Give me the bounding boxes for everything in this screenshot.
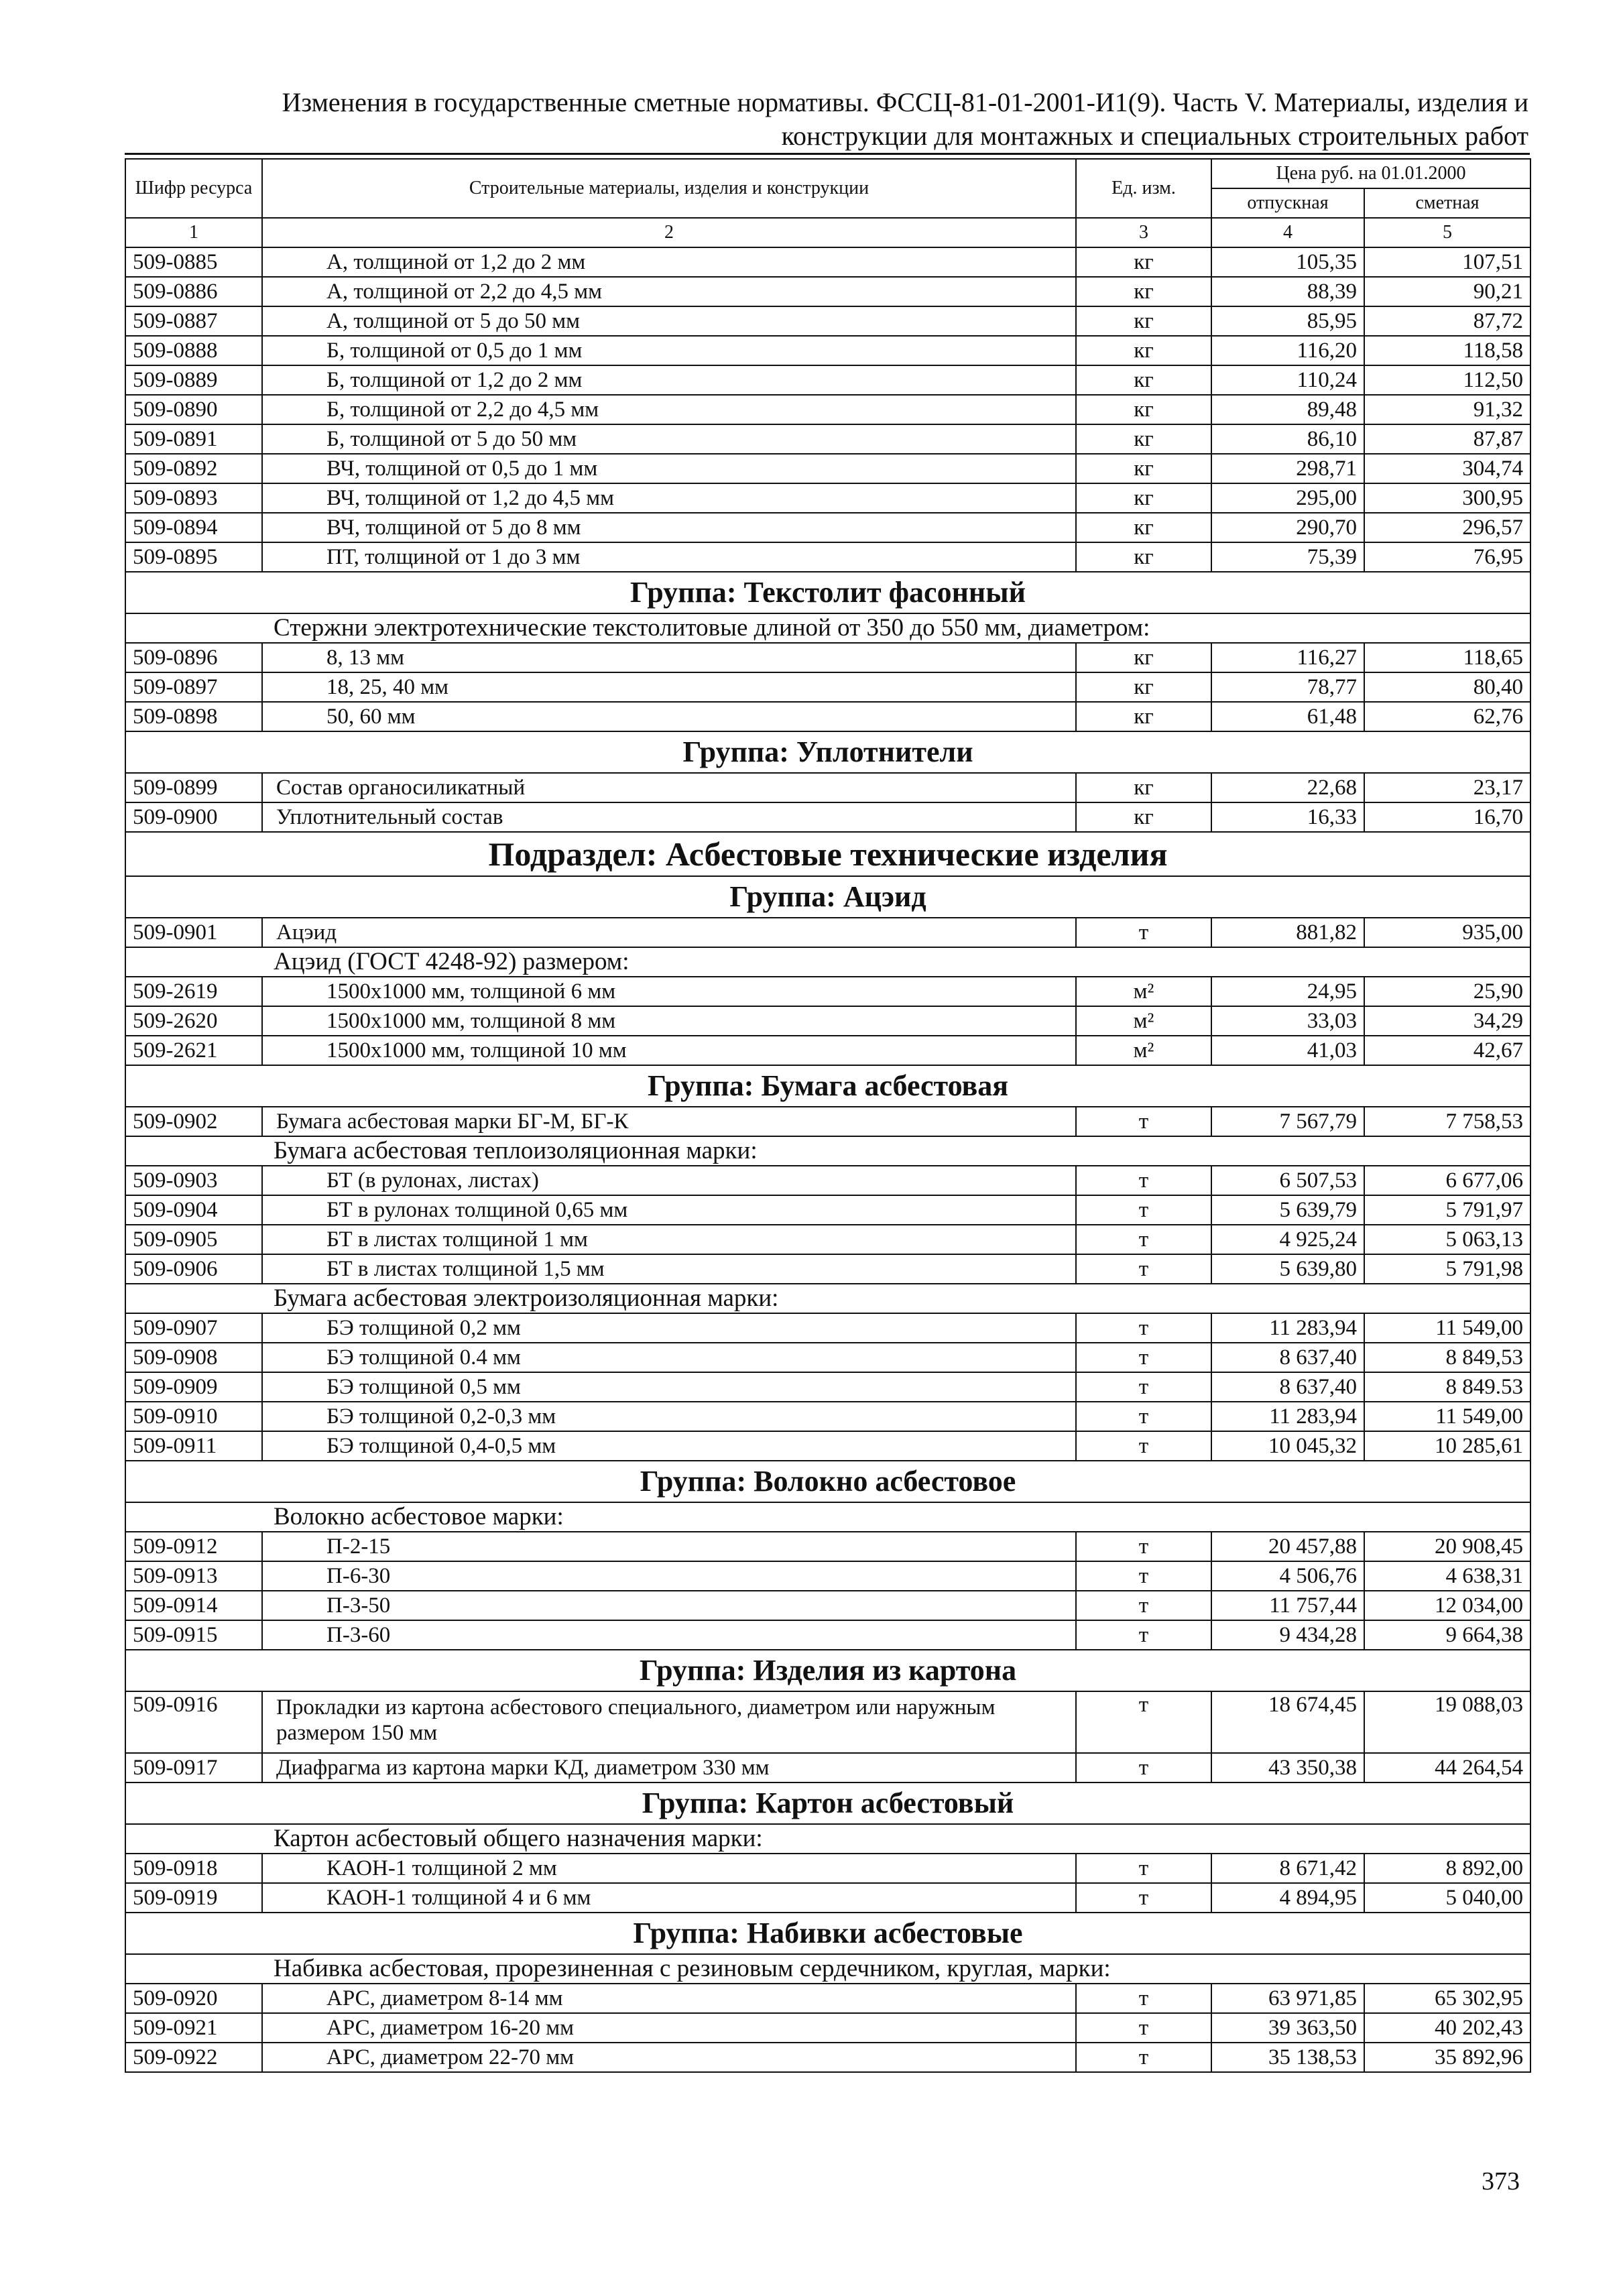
unit-of-measure: кг: [1076, 306, 1211, 336]
estimate-price: 300,95: [1364, 483, 1530, 513]
subsection-heading: Подраздел: Асбестовые технические изделия: [125, 832, 1530, 876]
unit-of-measure: кг: [1076, 802, 1211, 832]
resource-code: 509-0910: [125, 1402, 262, 1431]
estimate-price: 25,90: [1364, 977, 1530, 1006]
material-name: АРС, диаметром 16-20 мм: [262, 2013, 1076, 2043]
material-name: Ацэид: [262, 918, 1076, 947]
estimate-price: 87,87: [1364, 424, 1530, 454]
table-row: [125, 336, 1530, 365]
material-name: БЭ толщиной 0.4 мм: [262, 1343, 1076, 1372]
table-row: [125, 672, 1530, 702]
resource-code: 509-0886: [125, 277, 262, 306]
column-number: 4: [1211, 218, 1364, 247]
resource-code: 509-0894: [125, 513, 262, 542]
estimate-price: 935,00: [1364, 918, 1530, 947]
resource-code: 509-0893: [125, 483, 262, 513]
estimate-price: 6 677,06: [1364, 1166, 1530, 1195]
release-price: 110,24: [1211, 365, 1364, 395]
release-price: 290,70: [1211, 513, 1364, 542]
resource-code: 509-0907: [125, 1313, 262, 1343]
column-number: 2: [262, 218, 1076, 247]
release-price: 11 283,94: [1211, 1313, 1364, 1343]
group-heading: Группа: Ацэид: [125, 876, 1530, 918]
release-price: 78,77: [1211, 672, 1364, 702]
estimate-price: 4 638,31: [1364, 1561, 1530, 1591]
unit-of-measure: м²: [1076, 1036, 1211, 1065]
resource-code: 509-0895: [125, 542, 262, 572]
estimate-price: 107,51: [1364, 247, 1530, 277]
estimate-price: 90,21: [1364, 277, 1530, 306]
resource-code: 509-0887: [125, 306, 262, 336]
table-column-numbers: [125, 218, 1530, 247]
group-heading-row: [125, 572, 1530, 613]
table-row: [125, 277, 1530, 306]
release-price: 63 971,85: [1211, 1984, 1364, 2013]
unit-of-measure: т: [1076, 1166, 1211, 1195]
table-row: [125, 1195, 1530, 1225]
table-row: [125, 1854, 1530, 1883]
release-price: 86,10: [1211, 424, 1364, 454]
unit-of-measure: кг: [1076, 395, 1211, 424]
material-name: 1500x1000 мм, толщиной 10 мм: [262, 1036, 1076, 1065]
header-line-1: Изменения в государственные сметные нормативы. ФССЦ-81-01-2001-И1(9). Часть V. Материалы, изделия и: [282, 87, 1528, 117]
group-heading-row: [125, 1913, 1530, 1954]
subsection-heading-row: [125, 832, 1530, 876]
resource-code: 509-0903: [125, 1166, 262, 1195]
table-row: [125, 1107, 1530, 1136]
material-name: А, толщиной от 2,2 до 4,5 мм: [262, 277, 1076, 306]
group-heading: Группа: Бумага асбестовая: [125, 1065, 1530, 1107]
resource-code: 509-0914: [125, 1591, 262, 1620]
material-name: Диафрагма из картона марки КД, диаметром 330 мм: [262, 1753, 1076, 1783]
resource-code: 509-0890: [125, 395, 262, 424]
estimate-price: 12 034,00: [1364, 1591, 1530, 1620]
table-row: [125, 1532, 1530, 1561]
estimate-price: 118,65: [1364, 643, 1530, 672]
release-price: 75,39: [1211, 542, 1364, 572]
estimate-price: 7 758,53: [1364, 1107, 1530, 1136]
unit-of-measure: т: [1076, 1343, 1211, 1372]
column-number: 1: [125, 218, 262, 247]
resource-code: 509-0902: [125, 1107, 262, 1136]
table-row: [125, 702, 1530, 731]
resource-code: 509-2621: [125, 1036, 262, 1065]
release-price: 20 457,88: [1211, 1532, 1364, 1561]
unit-of-measure: т: [1076, 1532, 1211, 1561]
resource-code: 509-0900: [125, 802, 262, 832]
resource-code: 509-0917: [125, 1753, 262, 1783]
unit-of-measure: кг: [1076, 247, 1211, 277]
table-row: [125, 1561, 1530, 1591]
subgroup-heading: Картон асбестовый общего назначения марки:: [125, 1824, 1530, 1854]
release-price: 116,20: [1211, 336, 1364, 365]
release-price: 4 925,24: [1211, 1225, 1364, 1254]
table-row: [125, 306, 1530, 336]
table-row: [125, 483, 1530, 513]
table-row: [125, 1883, 1530, 1913]
resource-code: 509-0920: [125, 1984, 262, 2013]
resource-code: 509-0915: [125, 1620, 262, 1650]
header-price: Цена руб. на 01.01.2000: [1211, 159, 1530, 188]
estimate-price: 11 549,00: [1364, 1402, 1530, 1431]
unit-of-measure: т: [1076, 1591, 1211, 1620]
resource-code: 509-0918: [125, 1854, 262, 1883]
header-line-2: конструкции для монтажных и специальных строительных работ: [781, 121, 1528, 151]
unit-of-measure: кг: [1076, 454, 1211, 483]
group-heading-row: [125, 876, 1530, 918]
material-name: ВЧ, толщиной от 1,2 до 4,5 мм: [262, 483, 1076, 513]
estimate-price: 5 791,97: [1364, 1195, 1530, 1225]
table-row: [125, 1431, 1530, 1461]
column-number: 3: [1076, 218, 1211, 247]
group-heading: Группа: Набивки асбестовые: [125, 1913, 1530, 1954]
group-heading-row: [125, 731, 1530, 773]
release-price: 41,03: [1211, 1036, 1364, 1065]
estimate-price: 8 849,53: [1364, 1343, 1530, 1372]
table-row: [125, 1591, 1530, 1620]
material-name: П-2-15: [262, 1532, 1076, 1561]
table-row: [125, 1620, 1530, 1650]
table-row: [125, 1372, 1530, 1402]
unit-of-measure: кг: [1076, 336, 1211, 365]
group-heading-row: [125, 1065, 1530, 1107]
resource-code: 509-0909: [125, 1372, 262, 1402]
release-price: 16,33: [1211, 802, 1364, 832]
estimate-price: 11 549,00: [1364, 1313, 1530, 1343]
unit-of-measure: т: [1076, 1402, 1211, 1431]
unit-of-measure: т: [1076, 1984, 1211, 2013]
subgroup-heading-row: [125, 1954, 1530, 1984]
material-name: БТ в листах толщиной 1 мм: [262, 1225, 1076, 1254]
release-price: 35 138,53: [1211, 2043, 1364, 2072]
resource-code: 509-0888: [125, 336, 262, 365]
header-rule: [125, 153, 1530, 155]
resource-code: 509-0885: [125, 247, 262, 277]
material-name: Состав органосиликатный: [262, 773, 1076, 802]
subgroup-heading: Бумага асбестовая электроизоляционная марки:: [125, 1284, 1530, 1313]
release-price: 11 757,44: [1211, 1591, 1364, 1620]
estimate-price: 34,29: [1364, 1006, 1530, 1036]
release-price: 8 671,42: [1211, 1854, 1364, 1883]
column-number: 5: [1364, 218, 1530, 247]
material-name: АРС, диаметром 22-70 мм: [262, 2043, 1076, 2072]
group-heading: Группа: Уплотнители: [125, 731, 1530, 773]
resource-code: 509-0901: [125, 918, 262, 947]
table-row: [125, 2043, 1530, 2072]
release-price: 7 567,79: [1211, 1107, 1364, 1136]
header-name: Строительные материалы, изделия и конструкции: [262, 159, 1076, 218]
table-row: [125, 1036, 1530, 1065]
estimate-price: 19 088,03: [1364, 1691, 1530, 1753]
resource-code: 509-0912: [125, 1532, 262, 1561]
header-code: Шифр ресурса: [125, 159, 262, 218]
table-row: [125, 454, 1530, 483]
release-price: 22,68: [1211, 773, 1364, 802]
table-row: [125, 424, 1530, 454]
release-price: 4 506,76: [1211, 1561, 1364, 1591]
unit-of-measure: т: [1076, 1753, 1211, 1783]
material-name: Прокладки из картона асбестового специального, диаметром или наружным размером 150 мм: [262, 1691, 1076, 1753]
group-heading: Группа: Текстолит фасонный: [125, 572, 1530, 613]
material-name: П-6-30: [262, 1561, 1076, 1591]
group-heading: Группа: Картон асбестовый: [125, 1783, 1530, 1824]
table-row: [125, 802, 1530, 832]
unit-of-measure: кг: [1076, 643, 1211, 672]
unit-of-measure: т: [1076, 1107, 1211, 1136]
table-row: [125, 395, 1530, 424]
estimate-price: 42,67: [1364, 1036, 1530, 1065]
release-price: 6 507,53: [1211, 1166, 1364, 1195]
group-heading-row: [125, 1461, 1530, 1502]
group-heading: Группа: Изделия из картона: [125, 1650, 1530, 1691]
release-price: 5 639,80: [1211, 1254, 1364, 1284]
unit-of-measure: т: [1076, 1854, 1211, 1883]
unit-of-measure: т: [1076, 1195, 1211, 1225]
table-row: [125, 918, 1530, 947]
resource-code: 509-0919: [125, 1883, 262, 1913]
estimate-price: 8 892,00: [1364, 1854, 1530, 1883]
estimate-price: 304,74: [1364, 454, 1530, 483]
unit-of-measure: т: [1076, 918, 1211, 947]
unit-of-measure: кг: [1076, 365, 1211, 395]
table-row: [125, 1402, 1530, 1431]
resource-code: 509-0898: [125, 702, 262, 731]
release-price: 295,00: [1211, 483, 1364, 513]
estimate-price: 76,95: [1364, 542, 1530, 572]
estimate-price: 44 264,54: [1364, 1753, 1530, 1783]
release-price: 298,71: [1211, 454, 1364, 483]
material-name: ВЧ, толщиной от 0,5 до 1 мм: [262, 454, 1076, 483]
unit-of-measure: т: [1076, 1372, 1211, 1402]
resource-code: 509-0892: [125, 454, 262, 483]
material-name: 1500x1000 мм, толщиной 8 мм: [262, 1006, 1076, 1036]
subgroup-heading-row: [125, 1824, 1530, 1854]
release-price: 881,82: [1211, 918, 1364, 947]
unit-of-measure: кг: [1076, 277, 1211, 306]
resource-code: 509-2620: [125, 1006, 262, 1036]
estimate-price: 9 664,38: [1364, 1620, 1530, 1650]
release-price: 61,48: [1211, 702, 1364, 731]
unit-of-measure: кг: [1076, 702, 1211, 731]
resource-code: 509-0891: [125, 424, 262, 454]
table-row: [125, 365, 1530, 395]
table-row: [125, 1006, 1530, 1036]
table-row: [125, 1984, 1530, 2013]
unit-of-measure: т: [1076, 1313, 1211, 1343]
unit-of-measure: т: [1076, 1883, 1211, 1913]
subgroup-heading: Волокно асбестовое марки:: [125, 1502, 1530, 1532]
table-row: [125, 977, 1530, 1006]
unit-of-measure: кг: [1076, 773, 1211, 802]
estimate-price: 8 849.53: [1364, 1372, 1530, 1402]
release-price: 10 045,32: [1211, 1431, 1364, 1461]
material-name: ПТ, толщиной от 1 до 3 мм: [262, 542, 1076, 572]
resource-code: 509-2619: [125, 977, 262, 1006]
subgroup-heading-row: [125, 613, 1530, 643]
estimate-price: 112,50: [1364, 365, 1530, 395]
release-price: 85,95: [1211, 306, 1364, 336]
resource-code: 509-0913: [125, 1561, 262, 1591]
release-price: 116,27: [1211, 643, 1364, 672]
table-row: [125, 2013, 1530, 2043]
subgroup-heading: Бумага асбестовая теплоизоляционная марки:: [125, 1136, 1530, 1166]
estimate-price: 5 040,00: [1364, 1883, 1530, 1913]
unit-of-measure: м²: [1076, 1006, 1211, 1036]
release-price: 5 639,79: [1211, 1195, 1364, 1225]
resource-code: 509-0904: [125, 1195, 262, 1225]
release-price: 33,03: [1211, 1006, 1364, 1036]
material-name: БЭ толщиной 0,2-0,3 мм: [262, 1402, 1076, 1431]
estimate-price: 35 892,96: [1364, 2043, 1530, 2072]
material-name: КАОН-1 толщиной 4 и 6 мм: [262, 1883, 1076, 1913]
resource-code: 509-0921: [125, 2013, 262, 2043]
resource-code: 509-0889: [125, 365, 262, 395]
material-name: КАОН-1 толщиной 2 мм: [262, 1854, 1076, 1883]
material-name: П-3-50: [262, 1591, 1076, 1620]
material-name: 8, 13 мм: [262, 643, 1076, 672]
unit-of-measure: т: [1076, 1431, 1211, 1461]
material-name: БТ в рулонах толщиной 0,65 мм: [262, 1195, 1076, 1225]
release-price: 18 674,45: [1211, 1691, 1364, 1753]
unit-of-measure: кг: [1076, 483, 1211, 513]
unit-of-measure: т: [1076, 1254, 1211, 1284]
table-row: [125, 1691, 1530, 1753]
header-estimate-price: сметная: [1364, 188, 1530, 218]
document-header: [121, 86, 1528, 153]
unit-of-measure: кг: [1076, 672, 1211, 702]
material-name: Б, толщиной от 2,2 до 4,5 мм: [262, 395, 1076, 424]
estimate-price: 10 285,61: [1364, 1431, 1530, 1461]
table-row: [125, 1753, 1530, 1783]
estimate-price: 65 302,95: [1364, 1984, 1530, 2013]
subgroup-heading-row: [125, 1136, 1530, 1166]
unit-of-measure: м²: [1076, 977, 1211, 1006]
unit-of-measure: т: [1076, 1620, 1211, 1650]
group-heading-row: [125, 1650, 1530, 1691]
release-price: 89,48: [1211, 395, 1364, 424]
subgroup-heading-row: [125, 1502, 1530, 1532]
group-heading-row: [125, 1783, 1530, 1824]
estimate-price: 62,76: [1364, 702, 1530, 731]
resource-code: 509-0897: [125, 672, 262, 702]
material-name: Б, толщиной от 0,5 до 1 мм: [262, 336, 1076, 365]
price-table: [125, 158, 1531, 2073]
unit-of-measure: кг: [1076, 424, 1211, 454]
table-row: [125, 247, 1530, 277]
material-name: БЭ толщиной 0,5 мм: [262, 1372, 1076, 1402]
material-name: БЭ толщиной 0,4-0,5 мм: [262, 1431, 1076, 1461]
table-row: [125, 1166, 1530, 1195]
material-name: Б, толщиной от 1,2 до 2 мм: [262, 365, 1076, 395]
subgroup-heading: Стержни электротехнические текстолитовые длиной от 350 до 550 мм, диаметром:: [125, 613, 1530, 643]
material-name: БТ (в рулонах, листах): [262, 1166, 1076, 1195]
resource-code: 509-0908: [125, 1343, 262, 1372]
subgroup-heading-row: [125, 947, 1530, 977]
material-name: БТ в листах толщиной 1,5 мм: [262, 1254, 1076, 1284]
table-header-row: [125, 159, 1530, 188]
table-row: [125, 1313, 1530, 1343]
table-row: [125, 1225, 1530, 1254]
unit-of-measure: кг: [1076, 542, 1211, 572]
unit-of-measure: т: [1076, 1225, 1211, 1254]
release-price: 9 434,28: [1211, 1620, 1364, 1650]
unit-of-measure: т: [1076, 2043, 1211, 2072]
material-name: Бумага асбестовая марки БГ-М, БГ-К: [262, 1107, 1076, 1136]
release-price: 39 363,50: [1211, 2013, 1364, 2043]
release-price: 24,95: [1211, 977, 1364, 1006]
group-heading: Группа: Волокно асбестовое: [125, 1461, 1530, 1502]
estimate-price: 87,72: [1364, 306, 1530, 336]
estimate-price: 118,58: [1364, 336, 1530, 365]
material-name: 1500x1000 мм, толщиной 6 мм: [262, 977, 1076, 1006]
header-release-price: отпускная: [1211, 188, 1364, 218]
estimate-price: 16,70: [1364, 802, 1530, 832]
material-name: Уплотнительный состав: [262, 802, 1076, 832]
release-price: 11 283,94: [1211, 1402, 1364, 1431]
material-name: БЭ толщиной 0,2 мм: [262, 1313, 1076, 1343]
unit-of-measure: т: [1076, 1691, 1211, 1753]
estimate-price: 5 063,13: [1364, 1225, 1530, 1254]
unit-of-measure: кг: [1076, 513, 1211, 542]
material-name: 50, 60 мм: [262, 702, 1076, 731]
table-row: [125, 773, 1530, 802]
resource-code: 509-0896: [125, 643, 262, 672]
table-row: [125, 513, 1530, 542]
release-price: 88,39: [1211, 277, 1364, 306]
material-name: А, толщиной от 5 до 50 мм: [262, 306, 1076, 336]
release-price: 8 637,40: [1211, 1343, 1364, 1372]
header-unit: Ед. изм.: [1076, 159, 1211, 218]
material-name: 18, 25, 40 мм: [262, 672, 1076, 702]
estimate-price: 80,40: [1364, 672, 1530, 702]
estimate-price: 91,32: [1364, 395, 1530, 424]
release-price: 4 894,95: [1211, 1883, 1364, 1913]
table-row: [125, 542, 1530, 572]
unit-of-measure: т: [1076, 2013, 1211, 2043]
release-price: 8 637,40: [1211, 1372, 1364, 1402]
resource-code: 509-0906: [125, 1254, 262, 1284]
estimate-price: 40 202,43: [1364, 2013, 1530, 2043]
resource-code: 509-0911: [125, 1431, 262, 1461]
subgroup-heading: Набивка асбестовая, прорезиненная с резиновым сердечником, круглая, марки:: [125, 1954, 1530, 1984]
unit-of-measure: т: [1076, 1561, 1211, 1591]
estimate-price: 296,57: [1364, 513, 1530, 542]
subgroup-heading-row: [125, 1284, 1530, 1313]
material-name: А, толщиной от 1,2 до 2 мм: [262, 247, 1076, 277]
estimate-price: 23,17: [1364, 773, 1530, 802]
material-name: ВЧ, толщиной от 5 до 8 мм: [262, 513, 1076, 542]
estimate-price: 5 791,98: [1364, 1254, 1530, 1284]
resource-code: 509-0922: [125, 2043, 262, 2072]
resource-code: 509-0899: [125, 773, 262, 802]
page-number: 373: [1482, 2167, 1520, 2195]
release-price: 43 350,38: [1211, 1753, 1364, 1783]
estimate-price: 20 908,45: [1364, 1532, 1530, 1561]
resource-code: 509-0905: [125, 1225, 262, 1254]
material-name: П-3-60: [262, 1620, 1076, 1650]
material-name: Б, толщиной от 5 до 50 мм: [262, 424, 1076, 454]
table-row: [125, 1343, 1530, 1372]
resource-code: 509-0916: [125, 1691, 262, 1753]
table-row: [125, 643, 1530, 672]
release-price: 105,35: [1211, 247, 1364, 277]
subgroup-heading: Ацэид (ГОСТ 4248-92) размером:: [125, 947, 1530, 977]
material-name: АРС, диаметром 8-14 мм: [262, 1984, 1076, 2013]
table-row: [125, 1254, 1530, 1284]
